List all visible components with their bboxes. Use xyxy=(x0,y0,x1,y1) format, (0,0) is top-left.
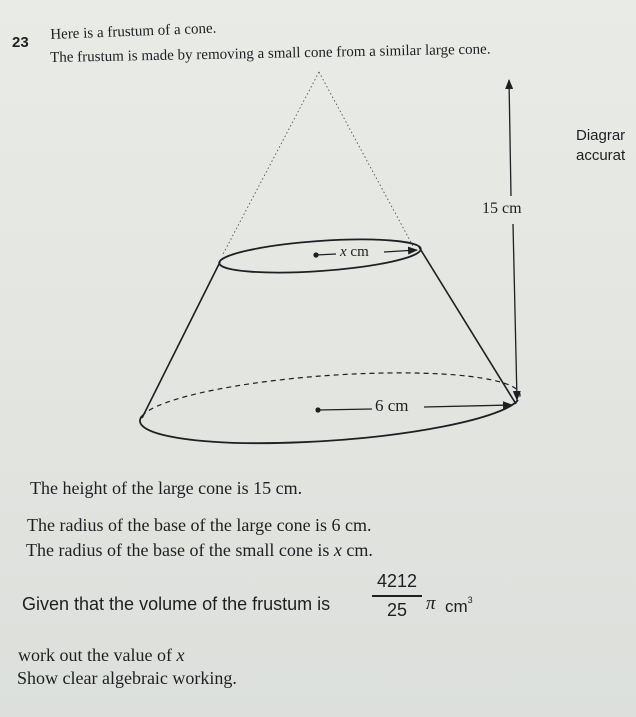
volume-denominator: 25 xyxy=(386,599,408,620)
frustum-right-side xyxy=(419,247,516,404)
task-text: work out the value of xyxy=(18,645,177,665)
top-ellipse xyxy=(218,234,422,278)
fraction-bar xyxy=(372,595,422,597)
task-variable: x xyxy=(176,645,185,665)
diagram-accuracy-note-line-1: Diagrar xyxy=(576,127,626,144)
base-radius-arrow xyxy=(315,405,512,413)
statement-small-radius xyxy=(26,540,373,561)
height-label: 15 cm xyxy=(482,200,522,217)
volume-unit-power: 3 xyxy=(467,595,473,605)
instruction-statement: Show clear algebraic working. xyxy=(17,668,237,688)
small-radius-variable: x xyxy=(333,540,342,560)
top-radius-label xyxy=(340,244,369,261)
statement-volume: Given that the volume of the frustum is xyxy=(22,594,331,614)
small-radius-unit: cm. xyxy=(341,540,373,560)
volume-pi-symbol: π xyxy=(426,593,436,614)
volume-unit-text: cm xyxy=(445,597,468,616)
height-arrow xyxy=(509,80,517,400)
top-radius-variable: x xyxy=(340,244,347,260)
top-radius-unit: cm xyxy=(350,244,369,260)
frustum-left-side xyxy=(142,262,220,418)
small-radius-text: The radius of the base of the small cone is xyxy=(26,540,334,560)
question-number: 23 xyxy=(12,34,29,51)
volume-numerator: 4212 xyxy=(376,571,418,591)
question-intro-line-2: The frustum is made by removing a small cone from a similar large cone. xyxy=(50,41,491,66)
diagram-accuracy-note-line-2: accurat xyxy=(576,147,626,164)
task-statement xyxy=(18,645,184,666)
removed-cone-outline xyxy=(222,72,413,256)
statement-height: The height of the large cone is 15 cm. xyxy=(30,478,303,498)
volume-unit xyxy=(445,595,473,617)
statement-large-radius: The radius of the base of the large cone is 6 cm. xyxy=(27,515,372,535)
base-radius-label: 6 cm xyxy=(375,396,409,415)
question-intro-line-1: Here is a frustum of a cone. xyxy=(50,20,217,43)
volume-fraction xyxy=(372,571,422,621)
